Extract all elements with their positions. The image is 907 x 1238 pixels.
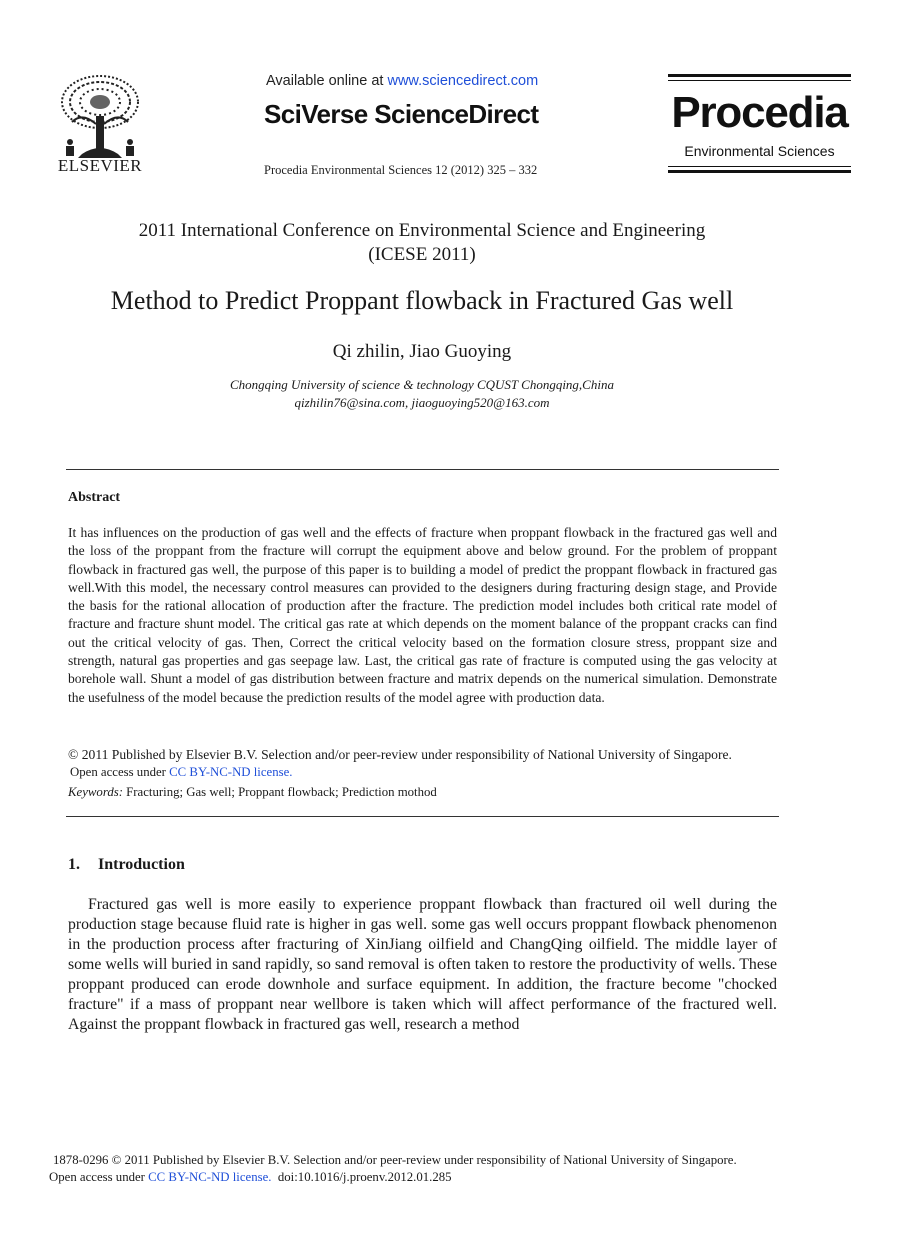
section-number: 1. [68, 856, 80, 873]
platform-wordmark: SciVerse ScienceDirect [264, 99, 539, 129]
logo-rule-top [668, 74, 851, 77]
section-title: Introduction [98, 856, 185, 873]
logo-rule-bottom-thin [668, 166, 851, 167]
license-link[interactable]: CC BY-NC-ND license. [169, 765, 293, 779]
copyright-notice: © 2011 Published by Elsevier B.V. Selection and/or peer-review under responsibility of National University of Singapore. [68, 747, 732, 762]
open-access-line [70, 765, 292, 780]
logo-rule-top-thin [668, 80, 851, 81]
author-emails: qizhilin76@sina.com, jiaoguoying520@163.com [294, 395, 550, 410]
footer-copyright: 1878-0296 © 2011 Published by Elsevier B.V. Selection and/or peer-review under responsibility of National University of Singapore. [53, 1153, 737, 1167]
available-online-line [266, 73, 538, 89]
footer-doi: doi:10.1016/j.proenv.2012.01.285 [271, 1170, 452, 1184]
keywords-line [68, 785, 437, 800]
footer-open-access-prefix: Open access under [49, 1170, 149, 1184]
divider-bottom [66, 816, 779, 817]
abstract-body: It has influences on the production of gas well and the effects of fracture when proppant flowback in the fractured gas well and the loss of the proppant from the fracture will corrupt the equipment above and below ground. For the problem of proppant flowback in fractured gas well, the purpose of this paper is to building a model of predict the proppant flowback in fractured gas well.With this model, the necessary control measures can provided to the designers during fracturing design stage, and Provide the basis for the rational allocation of production after the fracture. The prediction model includes both critical rate model of fracture and fracture shunt model. The critical gas rate at which depends on the moment balance of the proppant cracks can find out the critical velocity of gas. Then, Correct the critical velocity based on the formation closure stress, proppant size and strength, natural gas properties and gas seepage law. Last, the critical gas rate of fracture is computed using the gas velocity at borehole wall. Shunt a model of gas distribution between fracture and matrix depends on the numerical simulation. Demonstrate the usefulness of the model because the prediction results of the model agree with production data. [68, 525, 777, 705]
footer-access-line [49, 1170, 452, 1185]
journal-logo-title: Procedia [671, 88, 848, 137]
conference-name: 2011 International Conference on Environmental Science and Engineering [138, 220, 706, 241]
elsevier-wordmark: ELSEVIER [57, 156, 143, 175]
introduction-body: Fractured gas well is more easily to experience proppant flowback than fractured oil well during the production stage because fluid rate is higher in gas well. some gas well occurs proppant flowback phenomenon in the production process after fracturing of XinJiang oilfield and ChangQing oilfield. The middle layer of some wells will buried in sand rapidly, so sand removal is often taken to restore the productivity of wells. These proppant produced can erode downhole and surface equipment. In addition, the fracture become "chocked fracture" if a mass of proppant near wellbore is taken which will affect performance of the fractured well. Against the proppant flowback in fractured gas well, research a method [68, 896, 777, 1033]
affiliation: Chongqing University of science & technology CQUST Chongqing,China [230, 377, 614, 392]
journal-logo-subtitle: Environmental Sciences [684, 143, 835, 159]
logo-rule-bottom [668, 170, 851, 173]
footer-license-link[interactable]: CC BY-NC-ND license. [148, 1170, 272, 1184]
section-heading-introduction [68, 856, 185, 874]
journal-logo [668, 74, 851, 174]
conference-acronym: (ICESE 2011) [368, 244, 476, 265]
divider-top [66, 469, 779, 470]
keywords-list: Fracturing; Gas well; Proppant flowback; Prediction mothod [122, 785, 437, 799]
paper-title: Method to Predict Proppant flowback in Fractured Gas well [110, 286, 734, 315]
authors: Qi zhilin, Jiao Guoying [332, 341, 512, 362]
abstract-heading: Abstract [68, 490, 121, 505]
sciencedirect-link[interactable]: www.sciencedirect.com [387, 73, 539, 89]
journal-citation: Procedia Environmental Sciences 12 (2012) 325 – 332 [264, 163, 538, 177]
available-prefix: Available online at [266, 73, 388, 89]
open-access-prefix: Open access under [70, 765, 170, 779]
keywords-label: Keywords: [68, 785, 123, 799]
